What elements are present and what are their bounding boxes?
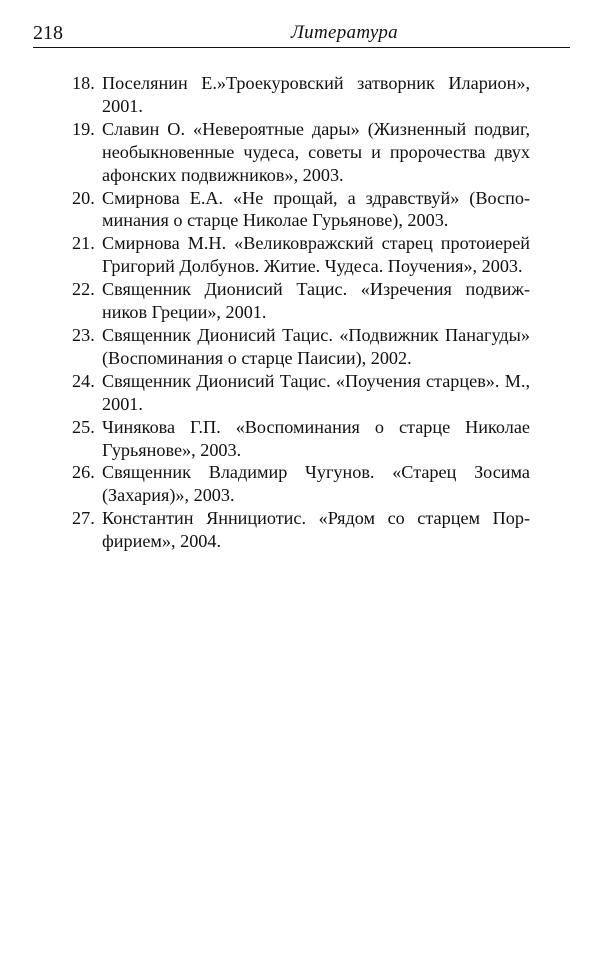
reference-text: Священник Дионисий Тацис. «Подвижник Панагуды» (Воспоминания о старце Паисии), 2002. [102, 324, 530, 368]
reference-number: 23. [72, 324, 95, 345]
reference-text: Священник Дионисий Тацис. «Поучения старцев». М., 2001. [102, 370, 530, 414]
page-number: 218 [33, 22, 63, 44]
reference-text: Священник Дионисий Тацис. «Изречения подвижников Греции», 2001. [102, 279, 530, 323]
reference-number: 26. [72, 462, 95, 483]
page-header [33, 22, 570, 44]
reference-text: Чинякова Г.П. «Воспоминания о старце Николае Гурьянове», 2003. [102, 416, 530, 460]
reference-text: Священник Владимир Чугунов. «Старец Зосима (Захария)», 2003. [102, 462, 530, 506]
reference-number: 22. [72, 279, 95, 300]
reference-number: 20. [72, 187, 95, 208]
reference-item [72, 232, 530, 278]
reference-text: Поселянин Е.»Троекуровский затворник Иларион», 2001. [102, 73, 530, 116]
reference-item [72, 118, 530, 187]
reference-number: 19. [72, 118, 95, 139]
running-title: Литература [291, 22, 398, 43]
header-rule [33, 47, 570, 48]
reference-number: 27. [72, 508, 95, 529]
reference-number: 21. [72, 233, 95, 254]
reference-item [72, 370, 530, 416]
reference-item [72, 461, 530, 507]
reference-text: Смирнова Е.А. «Не прощай, а здравствуй» (Воспоминания о старце Николае Гурьянове), 2003. [102, 187, 530, 231]
reference-item [72, 507, 530, 553]
reference-item [72, 324, 530, 370]
reference-item [72, 72, 530, 118]
reference-number: 25. [72, 416, 95, 437]
reference-text: Смирнова М.Н. «Великовражский старец протоиерей Григорий Долбунов. Житие. Чудеса. Поучения», 2003. [102, 233, 530, 277]
reference-item [72, 187, 530, 233]
reference-item [72, 416, 530, 462]
reference-text: Славин О. «Невероятные дары» (Жизненный подвиг, необыкновенные чудеса, советы и пророчества двух афонских подвижников», 2003. [102, 118, 530, 185]
reference-number: 24. [72, 370, 95, 391]
reference-item [72, 278, 530, 324]
reference-list [72, 72, 530, 553]
reference-number: 18. [72, 73, 95, 93]
reference-text: Константин Яннициотис. «Рядом со старцем Порфирием», 2004. [102, 508, 530, 552]
